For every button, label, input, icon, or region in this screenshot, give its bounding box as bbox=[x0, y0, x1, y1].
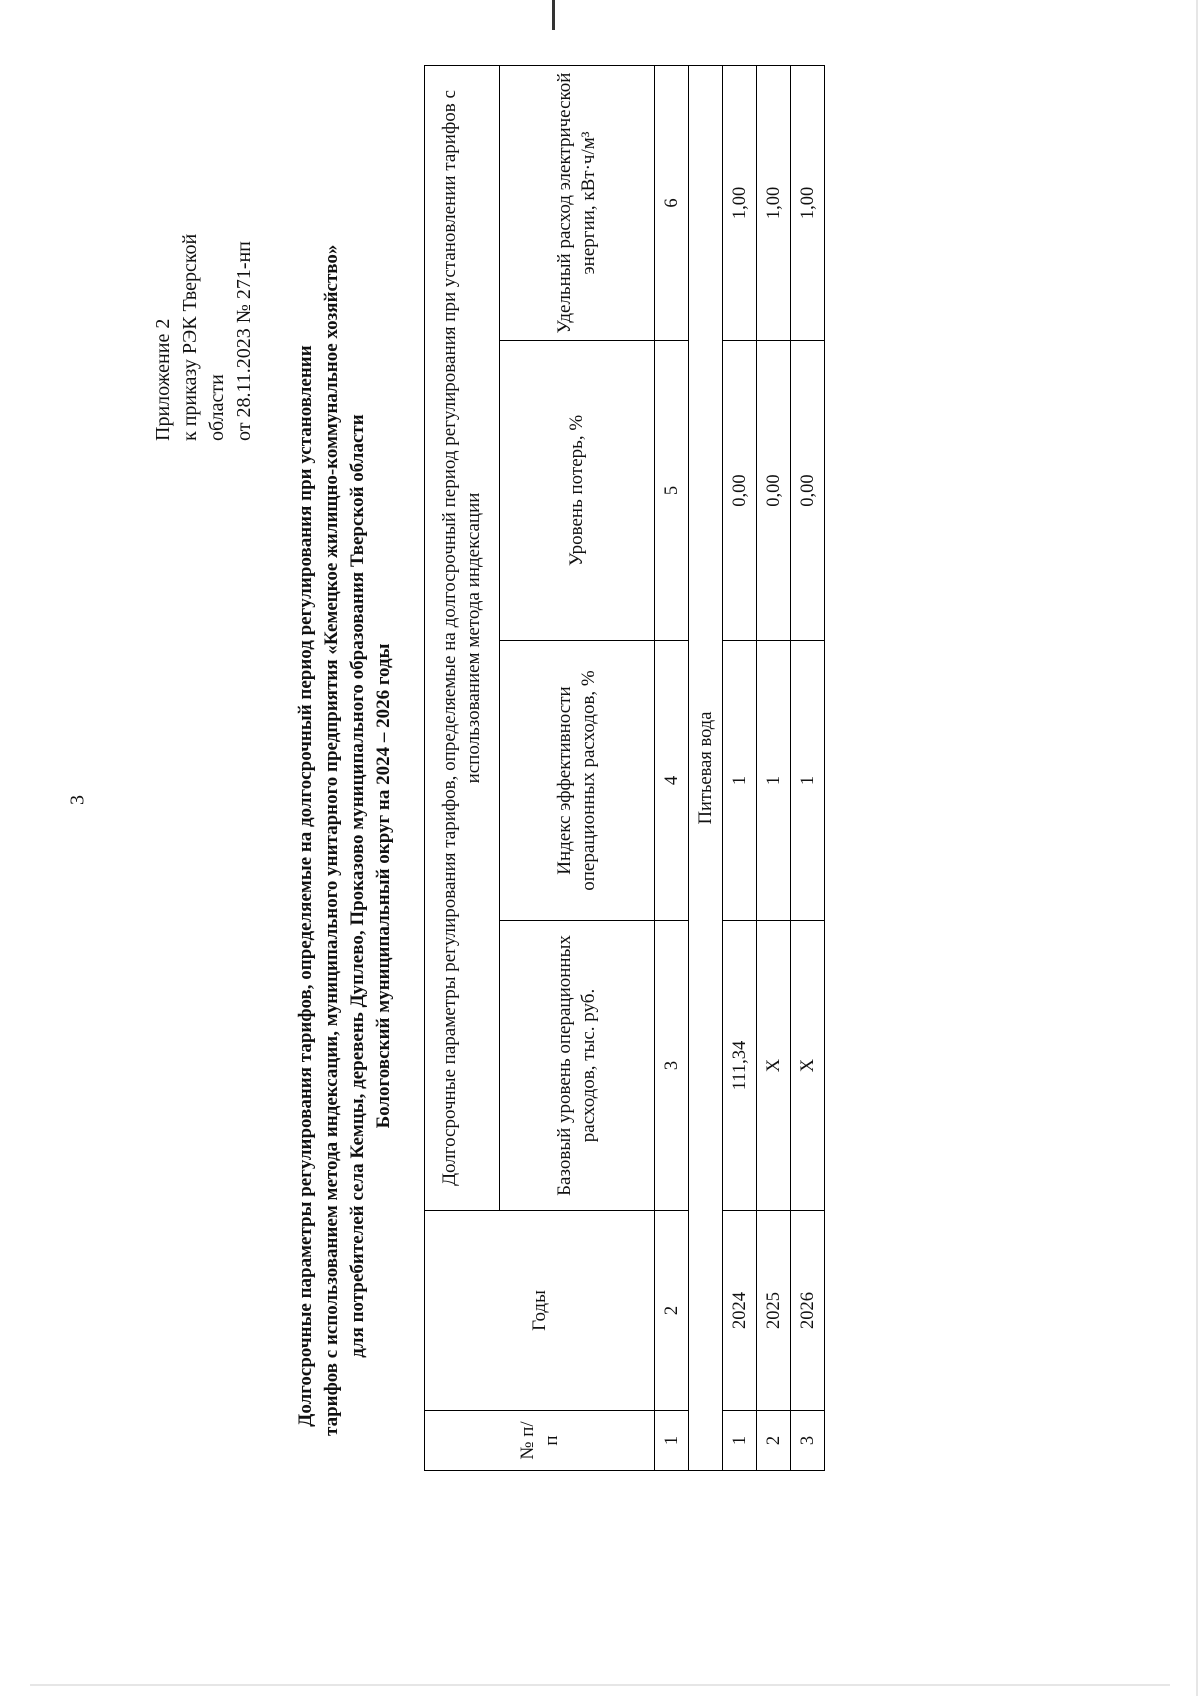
header-years: Годы bbox=[425, 1211, 655, 1411]
row-year: 2026 bbox=[791, 1211, 825, 1411]
row-efficiency-index: 1 bbox=[757, 641, 791, 921]
section-row bbox=[689, 65, 723, 1470]
column-number: 2 bbox=[655, 1211, 689, 1411]
appendix-line-1: Приложение 2 bbox=[152, 318, 174, 441]
row-efficiency-index: 1 bbox=[723, 641, 757, 921]
row-base-level: 111,34 bbox=[723, 921, 757, 1211]
row-energy-consumption: 1,00 bbox=[757, 65, 791, 340]
row-loss-level: 0,00 bbox=[757, 341, 791, 641]
row-year: 2025 bbox=[757, 1211, 791, 1411]
header-row bbox=[425, 65, 500, 1470]
row-loss-level: 0,00 bbox=[791, 341, 825, 641]
parameters-table bbox=[424, 65, 825, 1471]
row-efficiency-index: 1 bbox=[791, 641, 825, 921]
document-title bbox=[293, 244, 397, 1436]
page-number: 3 bbox=[66, 795, 89, 805]
row-number: 2 bbox=[757, 1411, 791, 1471]
column-number: 3 bbox=[655, 921, 689, 1211]
header-parameters-group: Долгосрочные параметры регулирования тарифов, определяемые на долгосрочный период регулирования при установлении тарифов с использованием метода индексации bbox=[425, 65, 500, 1210]
row-number: 3 bbox=[791, 1411, 825, 1471]
table-row bbox=[757, 65, 791, 1470]
row-loss-level: 0,00 bbox=[723, 341, 757, 641]
row-year: 2024 bbox=[723, 1211, 757, 1411]
row-energy-consumption: 1,00 bbox=[791, 65, 825, 340]
column-numbers-row bbox=[655, 65, 689, 1470]
title-line-2: тарифов с использованием метода индексации, муниципального унитарного предприятия «Кемецкое жилищно-коммунальное хозяйство» bbox=[321, 244, 342, 1436]
appendix-line-3: от 28.11.2023 № 271-нп bbox=[233, 241, 255, 441]
header-energy-consumption: Удельный расход электрической энергии, кВт·ч/м³ bbox=[500, 65, 655, 340]
table-row bbox=[723, 65, 757, 1470]
column-number: 5 bbox=[655, 341, 689, 641]
appendix-reference bbox=[150, 181, 258, 441]
table-row bbox=[791, 65, 825, 1470]
header-efficiency-index: Индекс эффективности операционных расходов, % bbox=[500, 641, 655, 921]
row-energy-consumption: 1,00 bbox=[723, 65, 757, 340]
column-number: 1 bbox=[655, 1411, 689, 1471]
header-number: № п/п bbox=[425, 1411, 655, 1471]
row-base-level: X bbox=[757, 921, 791, 1211]
row-base-level: X bbox=[791, 921, 825, 1211]
title-line-3: для потребителей села Кемцы, деревень Дуплево, Проказово муниципального образования Тверской области bbox=[347, 414, 368, 1358]
header-loss-level: Уровень потерь, % bbox=[500, 341, 655, 641]
column-number: 4 bbox=[655, 641, 689, 921]
appendix-line-2: к приказу РЭК Тверской области bbox=[179, 233, 228, 441]
column-number: 6 bbox=[655, 65, 689, 340]
title-line-4: Бологовский муниципальный округ на 2024 – 2026 годы bbox=[373, 643, 394, 1129]
section-label-drinking-water: Питьевая вода bbox=[689, 65, 723, 1470]
row-number: 1 bbox=[723, 1411, 757, 1471]
title-line-1: Долгосрочные параметры регулирования тарифов, определяемые на долгосрочный период регулирования при установлении bbox=[295, 345, 316, 1427]
header-base-level: Базовый уровень операционных расходов, тыс. руб. bbox=[500, 921, 655, 1211]
